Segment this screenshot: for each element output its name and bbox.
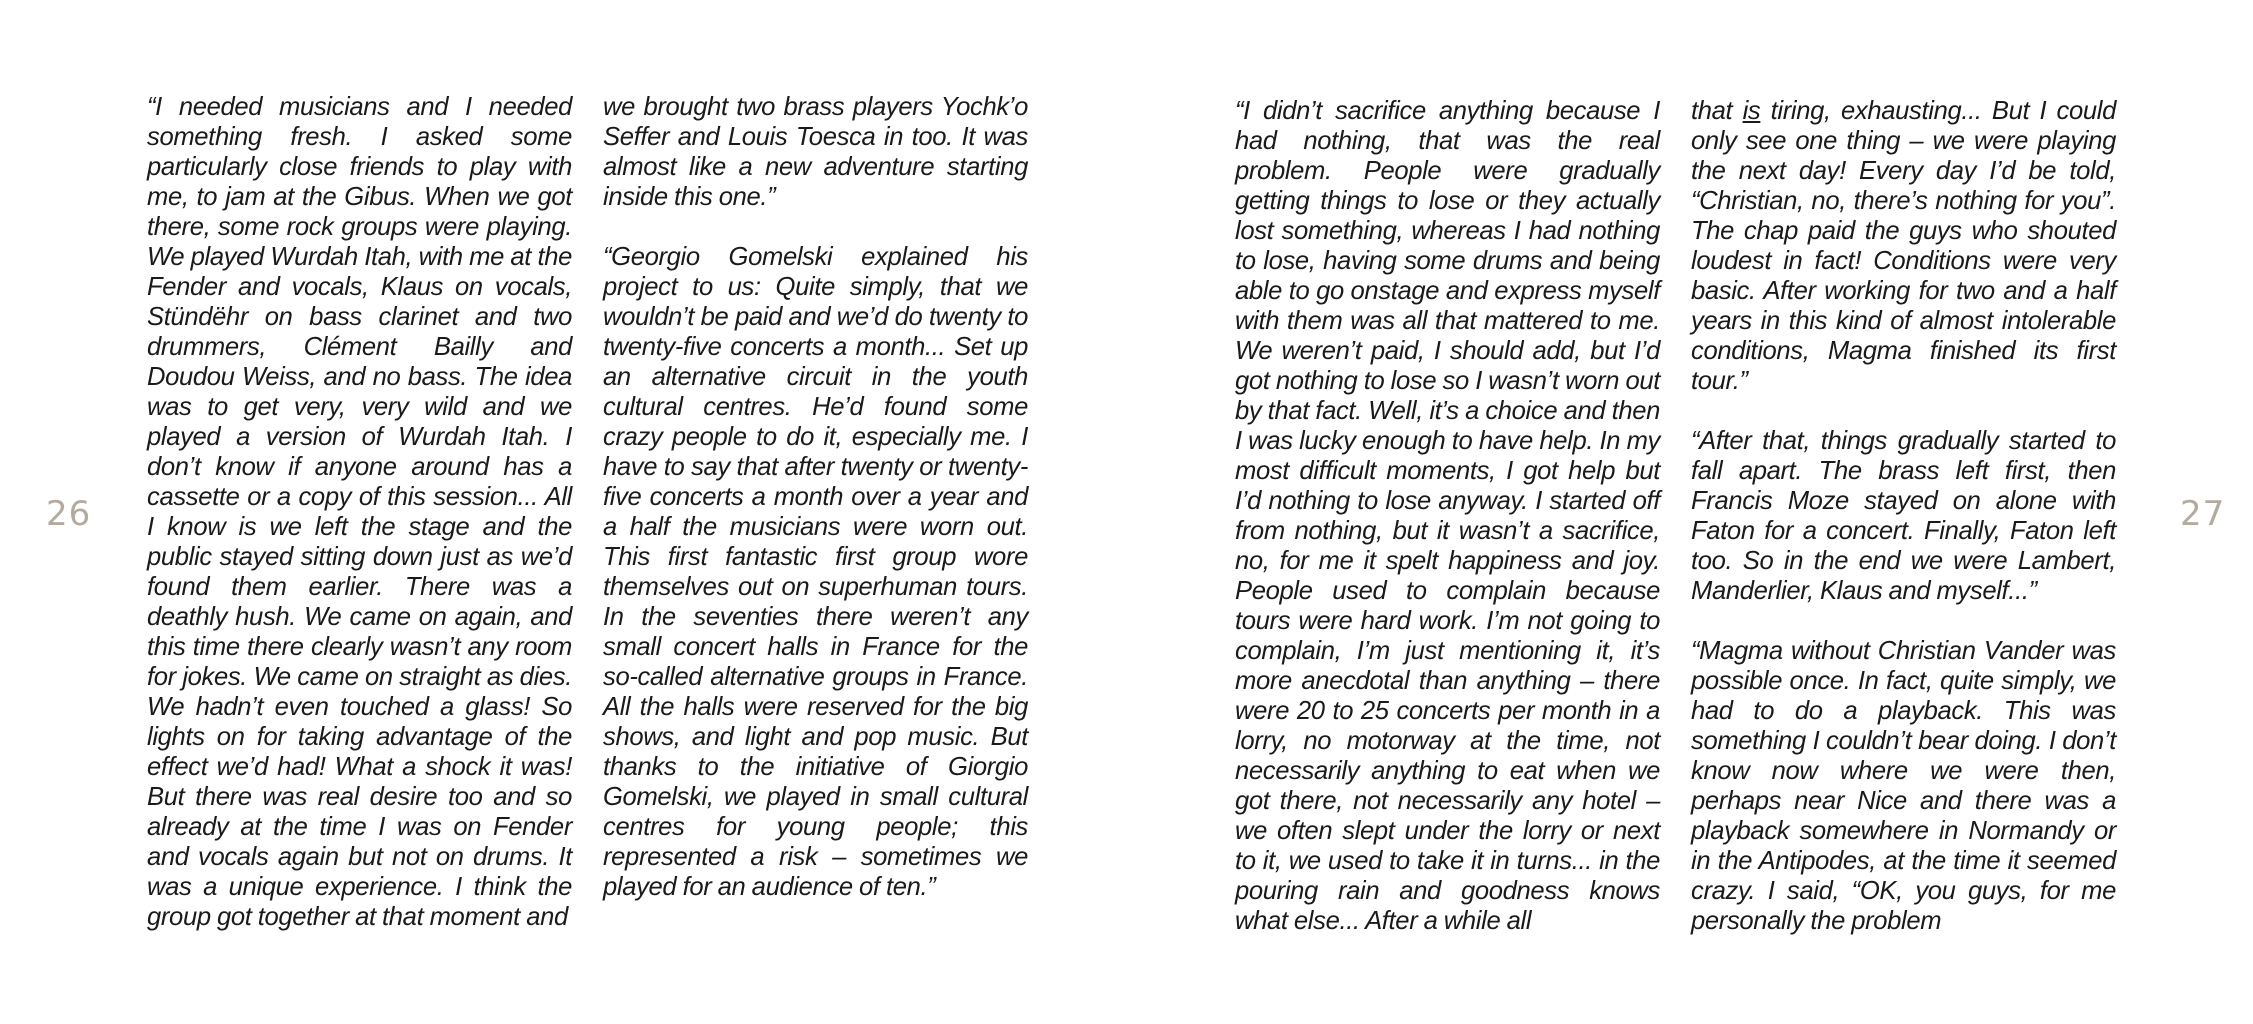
paragraph [1691, 96, 2116, 396]
paragraph: “I didn’t sacrifice anything because I had nothing, that was the real problem. People were gradually getting things to lose or they actually lost something, whereas I had nothing to lose, having some drums and being able to go onstage and express myself with them was all that mattered to me. We weren’t paid, I should add, but I’d got nothing to lose so I wasn’t worn out by that fact. Well, it’s a choice and then I was lucky enough to have help. In my most difficult moments, I got help but I’d nothing to lose anyway. I started off from nothing, but it wasn’t a sacrifice, no, for me it spelt happiness and joy. People used to complain because tours were hard work. I’m not going to complain, I’m just mentioning it, it’s more anecdotal than anything – there were 20 to 25 concerts per month in a lorry, no motorway at the time, not necessarily anything to eat when we got there, not necessarily any hotel – we often slept under the lorry or next to it, we used to take it in turns... in the pouring rain and goodness knows what else... After a while all [1235, 97, 1660, 935]
page-number: 27 [2180, 494, 2226, 534]
text-column-left [147, 92, 572, 932]
text-column-right [1691, 96, 2116, 936]
text-column-left [1235, 96, 1660, 936]
paragraph: “I needed musicians and I needed something fresh. I asked some particularly close friends to play with me, to jam at the Gibus. When we got there, some rock groups were playing. We played Wurdah Itah, with me at the Fender and vocals, Klaus on vocals, Stündëhr on bass clarinet and two drummers, Clément Bailly and Doudou Weiss, and no bass. The idea was to get very, very wild and we played a version of Wurdah Itah. I don’t know if anyone around has a cassette or a copy of this session... All I know is we left the stage and the public stayed sitting down just as we’d found them earlier. There was a deathly hush. We came on again, and this time there clearly wasn’t any room for jokes. We came on straight as dies. We hadn’t even touched a glass! So lights on for taking advantage of the effect we’d had! What a shock it was! But there was real desire too and so already at the time I was on Fender and vocals again but not on drums. It was a unique experience. I think the group got together at that moment and [147, 93, 572, 931]
paragraph: “After that, things gradually started to fall apart. The brass left first, then Francis Moze stayed on alone with Faton for a concert. Finally, Faton left too. So in the end we were Lambert, Manderlier, Klaus and myself...” [1691, 427, 2116, 605]
paragraph: “Magma without Christian Vander was possible once. In fact, quite simply, we had to do a playback. This was something I couldn’t bear doing. I don’t know now where we were then, perhaps near Nice and there was a playback somewhere in Normandy or in the Antipodes, at the time it seemed crazy. I said, “OK, you guys, for me personally the problem [1691, 637, 2116, 935]
left-page [0, 0, 1126, 1024]
right-page [1127, 0, 2253, 1024]
paragraph: “Georgio Gomelski explained his project to us: Quite simply, that we wouldn’t be paid and we’d do twenty to twenty-five concerts a month... Set up an alternative circuit in the youth cultural centres. He’d found some crazy people to do it, especially me. I have to say that after twenty or twenty-five concerts a month over a year and a half the musicians were worn out. This first fantastic first group wore themselves out on superhuman tours. In the seventies there weren’t any small concert halls in France for the so-called alternative groups in France. All the halls were reserved for the big shows, and light and pop music. But thanks to the initiative of Giorgio Gomelski, we played in small cultural centres for young people; this represented a risk – sometimes we played for an audience of ten.” [603, 243, 1028, 901]
page-number: 26 [46, 494, 92, 534]
paragraph: we brought two brass players Yochk’o Seffer and Louis Toesca in too. It was almost like a new adventure starting inside this one.” [603, 93, 1028, 211]
paragraph-text: tiring, exhausting... But I could only see one thing – we were playing the next day! Every day I’d be told, “Christian, no, there’s nothing for you”. The chap paid the guys who shouted loudest in fact! Conditions were very basic. After working for two and a half years in this kind of almost intolerable conditions, Magma finished its first tour.” [1691, 97, 2116, 395]
underlined-word: is [1742, 97, 1761, 125]
paragraph-text: that [1691, 97, 1743, 125]
text-column-right [603, 92, 1028, 902]
